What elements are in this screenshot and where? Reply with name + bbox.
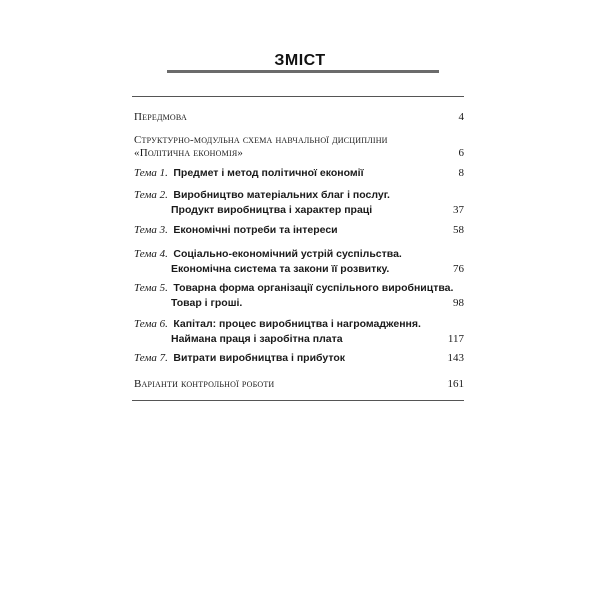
entry-page: 37 — [453, 204, 464, 216]
toc-entry-topic-5 — [134, 282, 464, 310]
topic-number: Тема 5. — [134, 282, 168, 294]
entry-page: 76 — [453, 263, 464, 275]
entry-title-cont: Наймана праця і заробітна плата — [171, 333, 343, 345]
entry-page: 58 — [453, 224, 464, 236]
toc-entry-topic-6 — [134, 318, 464, 346]
entry-title: Виробництво матеріальних благ і послуг. — [173, 189, 390, 201]
entry-title: Капітал: процес виробництва і нагромадження. — [173, 318, 421, 330]
top-divider — [132, 96, 464, 97]
topic-number: Тема 1. — [134, 167, 168, 179]
entry-page: 98 — [453, 297, 464, 309]
toc-entry-topic-2 — [134, 189, 464, 217]
entry-title-cont: Продукт виробництва і характер праці — [171, 204, 373, 216]
entry-page: 143 — [447, 352, 464, 364]
entry-page: 4 — [458, 111, 464, 123]
entry-title: Структурно-модульна схема навчальної дисципліни — [134, 134, 388, 146]
topic-number: Тема 7. — [134, 352, 168, 364]
toc-entry-topic-7 — [134, 352, 464, 365]
entry-title: Варіанти контрольної роботи — [134, 378, 275, 390]
toc-entry-topic-3 — [134, 224, 464, 237]
entry-title: Економічні потреби та інтереси — [173, 224, 338, 236]
topic-number: Тема 2. — [134, 189, 168, 201]
toc-entry-variants — [134, 378, 464, 391]
entry-title: Товарна форма організації суспільного виробництва. — [173, 282, 454, 294]
entry-page: 8 — [458, 167, 464, 179]
toc-entry-scheme — [134, 134, 464, 160]
entry-title: Передмова — [134, 111, 187, 123]
entry-title-cont: «Політична економія» — [134, 147, 244, 159]
topic-number: Тема 3. — [134, 224, 168, 236]
topic-number: Тема 4. — [134, 248, 168, 260]
entry-title: Витрати виробництва і прибуток — [173, 352, 346, 364]
entry-page: 117 — [447, 333, 464, 345]
toc-entry-topic-1 — [134, 167, 464, 180]
page-title: ЗМІСТ — [274, 52, 326, 69]
entry-title-cont: Економічна система та закони її розвитку. — [171, 263, 390, 275]
topic-number: Тема 6. — [134, 318, 168, 330]
entry-page: 161 — [447, 378, 464, 390]
entry-page: 6 — [458, 147, 464, 159]
entry-title: Предмет і метод політичної економії — [173, 167, 364, 179]
toc-entry-preface — [134, 111, 464, 124]
toc-entry-topic-4 — [134, 248, 464, 276]
entry-title: Соціально-економічний устрій суспільства. — [173, 248, 402, 260]
entry-title-cont: Товар і гроші. — [171, 297, 243, 309]
heading-rule — [167, 70, 439, 73]
bottom-divider — [132, 400, 464, 401]
